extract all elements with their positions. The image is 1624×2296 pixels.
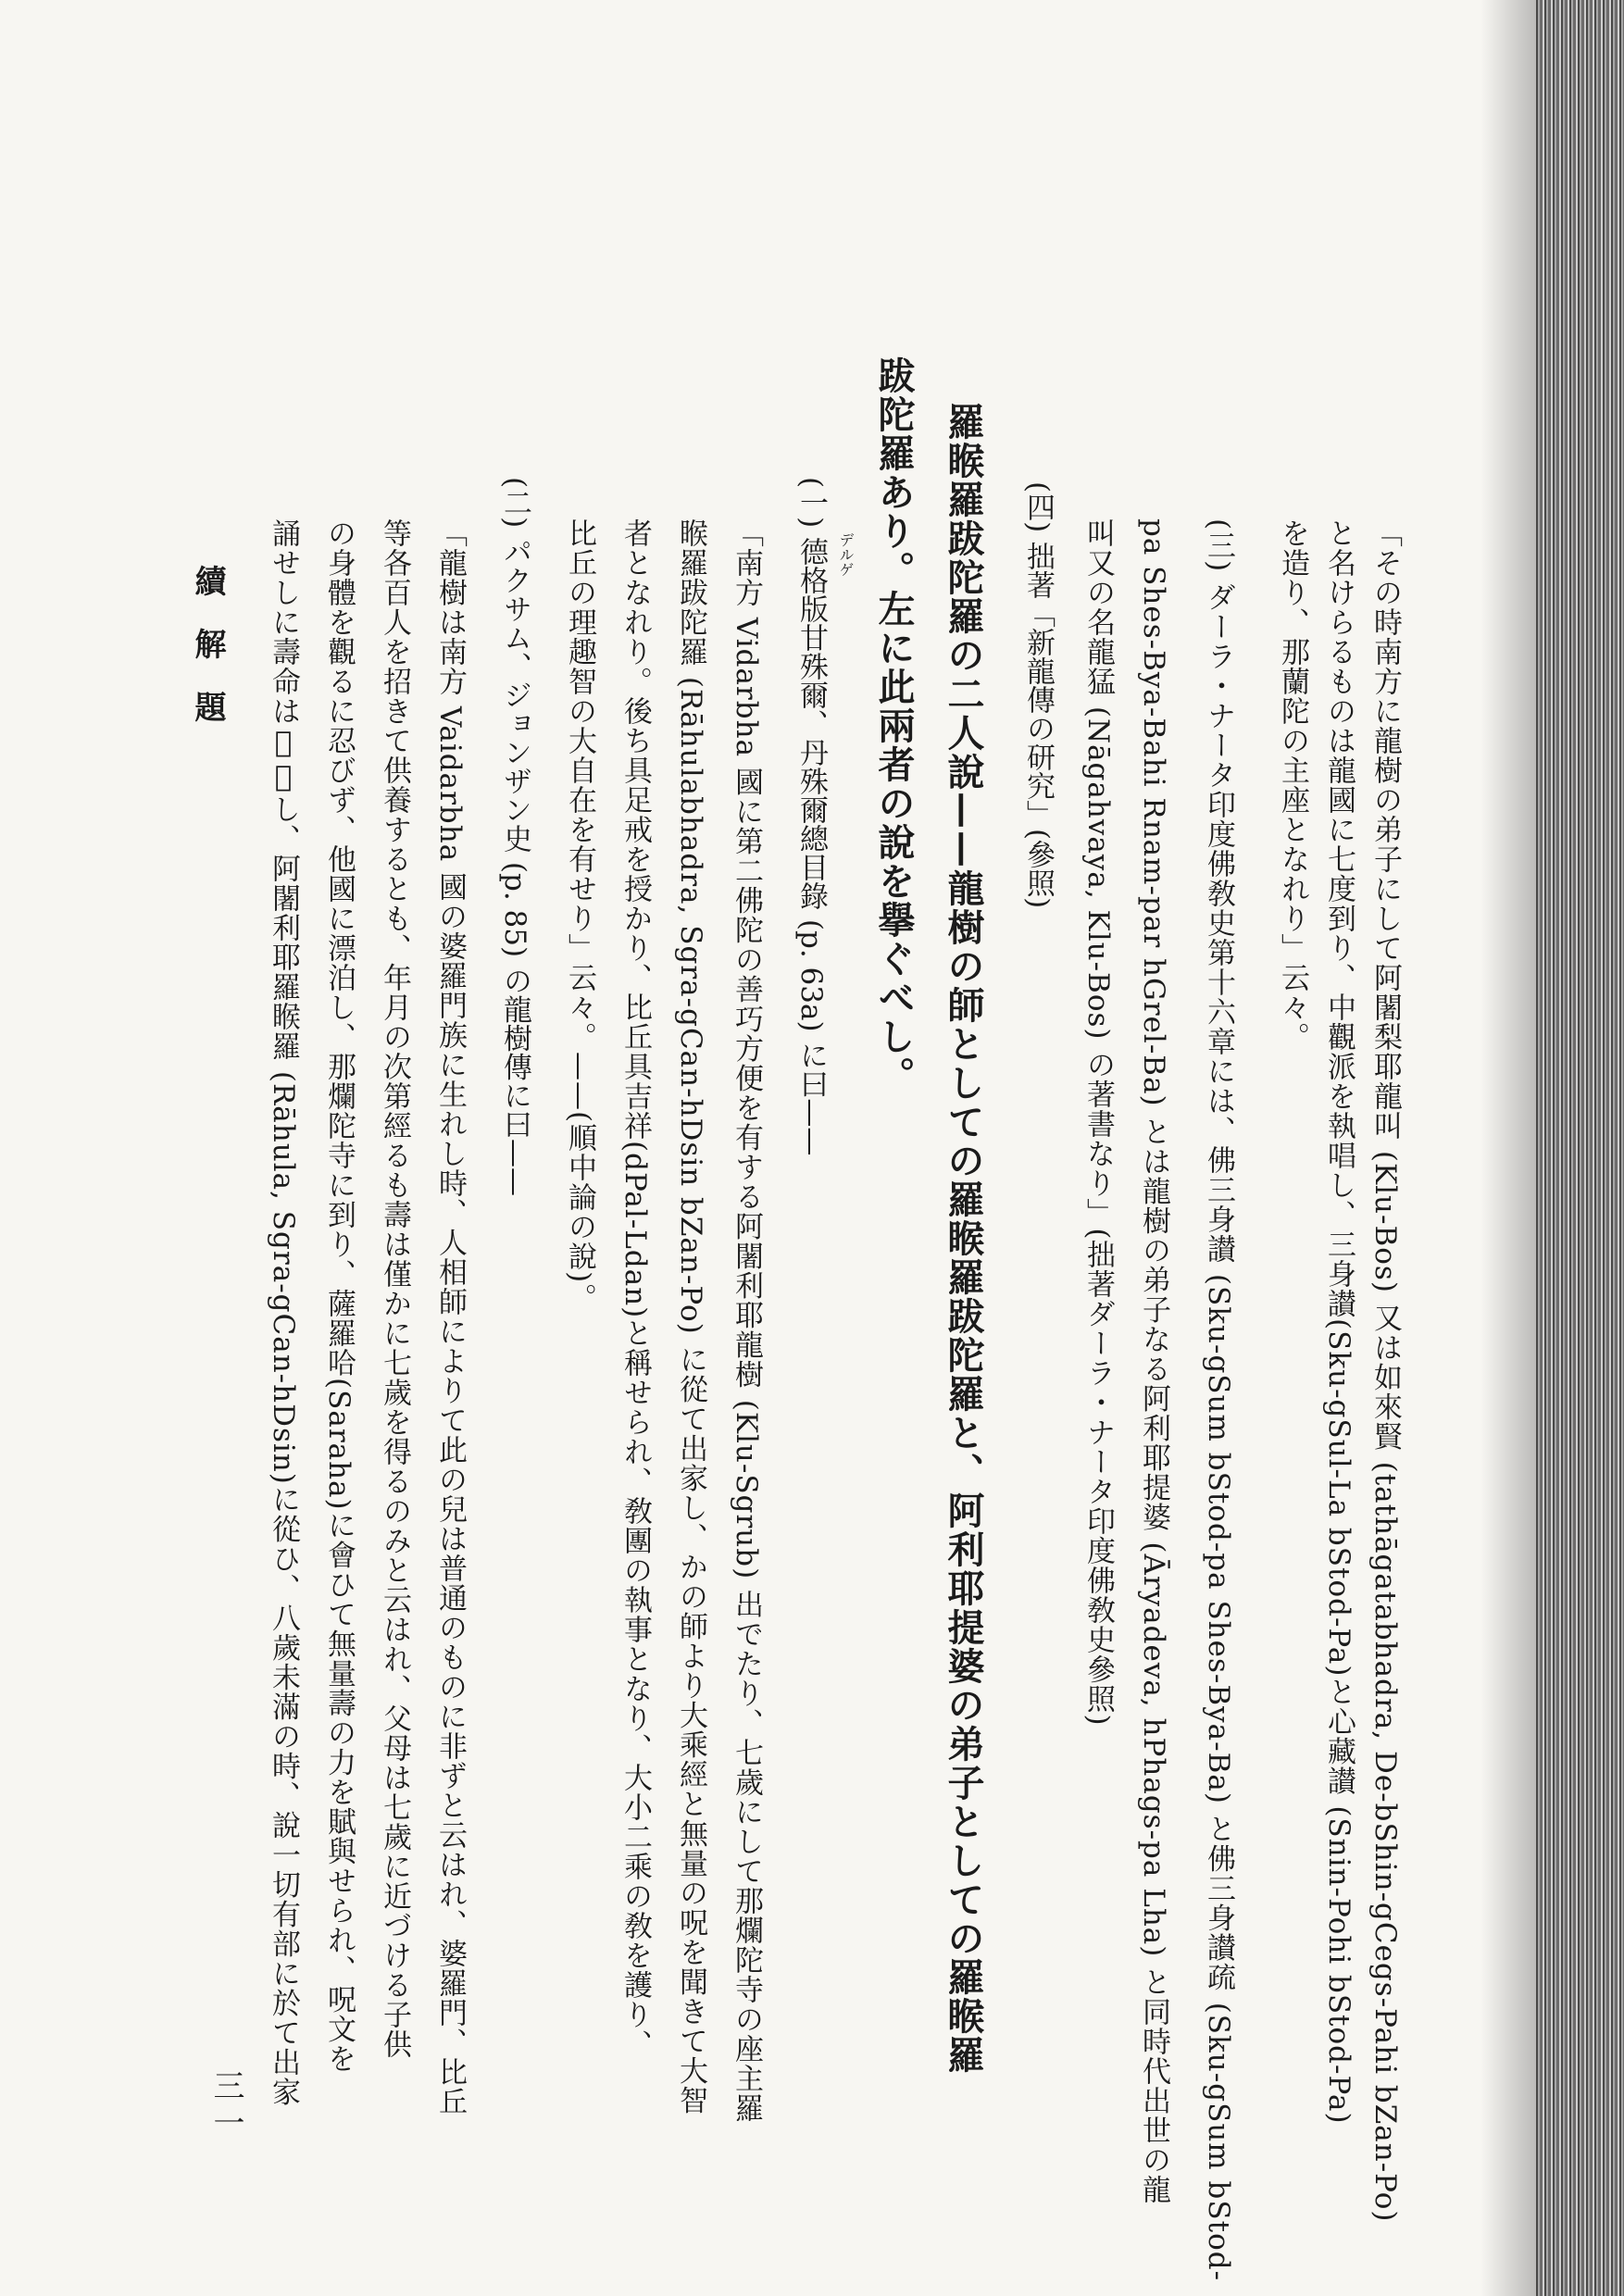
- page-number: 三一: [207, 2069, 244, 2143]
- citation-one: (一) 德格版甘殊爾、丹殊爾總目錄 (p. 63a) に曰——: [794, 477, 828, 1156]
- text-column-5: pa Shes-Bya-Bahi Rnam-par hGrel-Ba) とは龍樹の弟子なる阿利耶提婆 (Āryadeva, hPhags-pa Lha) と同時代出世の龍: [1137, 518, 1170, 2205]
- text-column-14: 比丘の理趣智の大自在を有せり」云々。——(順中論の說)。: [563, 518, 596, 1314]
- text-column-11: 「南方 Vidarbha 國に第二佛陀の善巧方便を有する阿闍利耶龍樹 (Klu-Sgrub) 出でたり、七歲にして那爛陀寺の座主羅: [730, 518, 763, 2124]
- note-four: (四) 拙著「新龍傳の研究」(參照): [1021, 481, 1055, 909]
- section-heading-line-2: 跋陀羅あり。左に此兩者の說を擧ぐべし。: [872, 356, 916, 1095]
- scan-shadow-edge: [1536, 0, 1624, 2296]
- running-title: 續解題: [189, 565, 226, 754]
- text-column-2: と名けらるものは龍國に七度到り、中觀派を執唱し、三身讃(Sku-gSul-La bStod-Pa)と心藏讃 (Snin-Pohi bStod-Pa): [1322, 518, 1355, 2125]
- text-column-6: 叫又の名龍猛 (Nāgahvaya, Klu-Bos) の著書なり」(拙著ダーラ・ナータ印度佛敎史參照): [1081, 518, 1115, 1727]
- text-column-17: 等各百人を招きて供養するとも、年月の次第經るも壽は僅かに七歲を得るのみと云はれ、父母は七歲に近づける子供: [378, 518, 411, 2059]
- ruby-annotation: デルゲ: [837, 532, 855, 577]
- text-column-12: 睺羅跋陀羅 (Rāhulabhadra, Sgra-gCan-hDsin bZan-Po) に從て出家し、かの師より大乘經と無量の呪を聞きて大智: [674, 518, 707, 2115]
- text-column-4: (三) ダーラ・ナータ印度佛敎史第十六章には、佛三身讃 (Sku-gSum bStod-pa Shes-Bya-Ba) と佛三身讃疏 (Sku-gSum bStod-: [1202, 518, 1235, 2282]
- text-column-16: 「龍樹は南方 Vaidarbha 國の婆羅門族に生れし時、人相師によりて此の兒は普通のものに非ずと云はれ、婆羅門、比丘: [433, 518, 467, 2117]
- citation-two: (二) パクサム、ジョンザン史 (p. 85) の龍樹傳に曰——: [498, 477, 531, 1196]
- text-column-19: 誦せしに壽命は𢧐長し、阿闍利耶羅睺羅 (Rāhula, Sgra-gCan-hDsin)に從ひ、八歲未滿の時、說一切有部に於て出家: [267, 518, 300, 2107]
- section-heading-line-1: 羅睺羅跋陀羅の二人說——龍樹の師としての羅睺羅跋陀羅と、阿利耶提婆の弟子としての羅睺羅: [942, 403, 985, 2075]
- text-column-1: 「その時南方に龍樹の弟子にして阿闍梨耶龍叫 (Klu-Bos) 又は如來賢 (tathāgatabhadra, De-bShin-gCegs-Pahi bZan-Po): [1368, 518, 1402, 2223]
- text-column-13: 者となれり。後ち具足戒を授かり、比丘具吉祥(dPal-Ldan)と稱せられ、敎團の執事となり、大小二乘の敎を護り、: [618, 518, 652, 2060]
- text-column-18: の身體を觀るに忍びず、他國に漂泊し、那爛陀寺に到り、薩羅哈(Saraha)に會ひて無量壽の力を賦與せられ、呪文を: [322, 518, 356, 2074]
- text-column-3: を造り、那蘭陀の主座となれり」云々。: [1276, 518, 1309, 1052]
